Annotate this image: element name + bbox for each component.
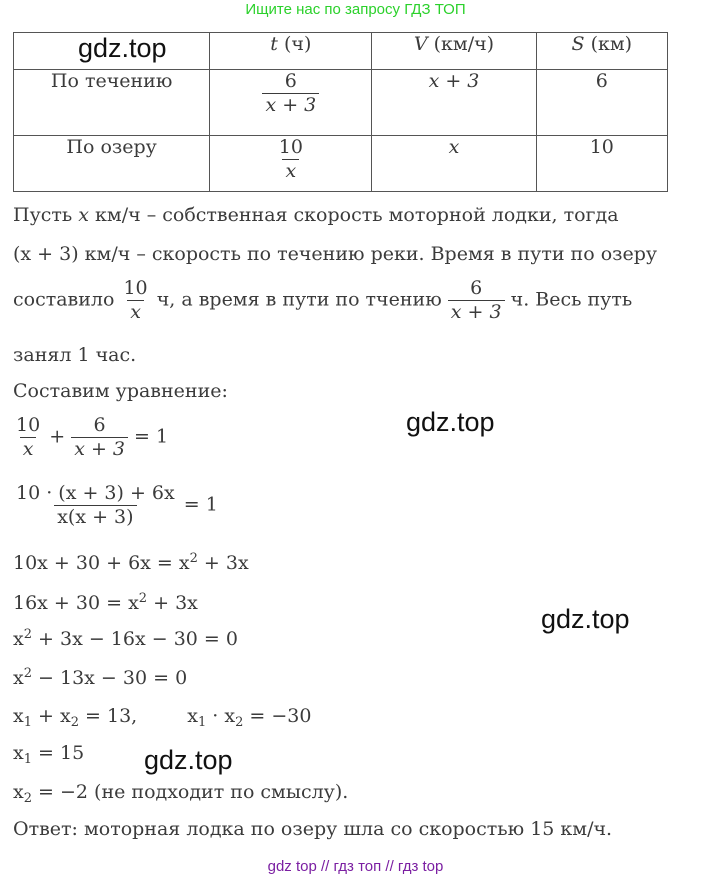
fraction-denominator: x bbox=[127, 300, 144, 324]
fraction-denominator: x bbox=[20, 437, 37, 461]
fraction bbox=[13, 414, 43, 461]
fraction-denominator: x + 3 bbox=[262, 93, 319, 117]
text-part: = 13, bbox=[79, 705, 138, 727]
operator: + bbox=[43, 425, 72, 448]
subscript: 2 bbox=[235, 715, 244, 730]
text-part: − 13x − 30 = 0 bbox=[32, 667, 188, 689]
text-part: x bbox=[13, 781, 24, 803]
fraction-denominator: x + 3 bbox=[448, 300, 505, 324]
header-time-var: t bbox=[270, 33, 278, 55]
text-part: + 3x − 16x − 30 = 0 bbox=[32, 628, 238, 650]
time-fraction bbox=[262, 70, 319, 117]
text-part: Пусть bbox=[13, 204, 79, 226]
fraction-numerator: 6 bbox=[470, 277, 483, 299]
root-1 bbox=[13, 742, 85, 767]
text-part: + x bbox=[32, 705, 71, 727]
fraction-numerator: 10 · (x + 3) + 6x bbox=[16, 482, 175, 504]
fraction bbox=[13, 482, 178, 529]
header-speed-unit: (км/ч) bbox=[427, 33, 495, 55]
row-speed: x bbox=[372, 136, 536, 192]
text-part: ч, а время в пути по тчению bbox=[150, 288, 448, 311]
equation-2 bbox=[13, 482, 218, 529]
text-part: x bbox=[13, 742, 24, 764]
text-part: ч. Весь путь bbox=[504, 288, 633, 311]
text-part: + 3x bbox=[147, 592, 198, 614]
row-speed: x + 3 bbox=[372, 70, 536, 136]
fraction-numerator: 10 bbox=[16, 414, 41, 436]
header-distance-var: S bbox=[571, 33, 585, 55]
time-fraction bbox=[276, 136, 306, 183]
equation-6 bbox=[13, 667, 187, 689]
text-part: 10x + 30 + 6x = x bbox=[13, 552, 190, 574]
fraction-numerator: 10 bbox=[123, 277, 148, 299]
text-part: составило bbox=[13, 288, 121, 311]
row-time bbox=[210, 136, 372, 192]
text-part: 16x + 30 = x bbox=[13, 592, 139, 614]
row-label: По озеру bbox=[14, 136, 210, 192]
variable: x bbox=[78, 204, 90, 226]
subscript: 1 bbox=[23, 752, 32, 767]
header-speed bbox=[372, 33, 536, 70]
top-banner[interactable]: Ищите нас по запросу ГДЗ ТОП bbox=[245, 1, 466, 18]
equation-1 bbox=[13, 414, 168, 461]
exponent: 2 bbox=[23, 666, 32, 681]
equation-rhs: = 1 bbox=[177, 493, 218, 516]
vieta-line bbox=[13, 705, 312, 730]
text-part: x bbox=[13, 628, 24, 650]
answer-line: Ответ: моторная лодка по озеру шла со скоростью 15 км/ч. bbox=[13, 818, 613, 840]
subscript: 2 bbox=[23, 791, 32, 806]
fraction-lake-time bbox=[120, 277, 150, 324]
solution-line: Составим уравнение: bbox=[13, 380, 228, 402]
header-speed-var: V bbox=[413, 33, 428, 55]
watermark: gdz.top bbox=[78, 33, 167, 63]
text-part: + 3x bbox=[197, 552, 249, 574]
solution-line: (x + 3) км/ч – скорость по течению реки. Время в пути по озеру bbox=[13, 243, 658, 265]
equation-5 bbox=[13, 628, 238, 650]
fraction-river-time bbox=[448, 277, 505, 324]
subscript: 1 bbox=[23, 715, 32, 730]
header-time-unit: (ч) bbox=[277, 33, 312, 55]
fraction-numerator: 6 bbox=[284, 70, 297, 92]
table-row bbox=[14, 136, 668, 192]
fraction-denominator: x bbox=[282, 159, 299, 183]
row-distance: 6 bbox=[536, 70, 667, 136]
exponent: 2 bbox=[138, 591, 148, 606]
root-2 bbox=[13, 781, 349, 806]
text-part: x bbox=[13, 705, 24, 727]
row-time bbox=[210, 70, 372, 136]
equation-3 bbox=[13, 552, 249, 574]
subscript: 1 bbox=[197, 715, 207, 730]
row-distance: 10 bbox=[536, 136, 667, 192]
solution-line bbox=[13, 204, 619, 226]
text-part: км/ч – собственная скорость моторной лодки, тогда bbox=[89, 204, 619, 226]
text-part: = −30 bbox=[243, 705, 312, 727]
watermark: gdz.top bbox=[406, 407, 495, 437]
header-distance bbox=[536, 33, 667, 70]
footer-links[interactable]: gdz top // гдз топ // гдз top bbox=[267, 858, 444, 875]
header-time bbox=[210, 33, 372, 70]
text-part: x bbox=[187, 705, 198, 727]
fraction-numerator: 10 bbox=[278, 136, 303, 158]
text-part: = −2 (не подходит по смыслу). bbox=[32, 781, 349, 803]
exponent: 2 bbox=[189, 551, 198, 566]
solution-line: занял 1 час. bbox=[13, 344, 137, 366]
text-part: x bbox=[13, 667, 24, 689]
solution-line bbox=[13, 277, 632, 324]
fraction bbox=[71, 414, 128, 461]
fraction-numerator: 6 bbox=[93, 414, 106, 436]
table-row bbox=[14, 70, 668, 136]
exponent: 2 bbox=[23, 627, 32, 642]
watermark: gdz.top bbox=[541, 604, 630, 634]
watermark: gdz.top bbox=[144, 745, 233, 775]
fraction-denominator: x(x + 3) bbox=[54, 505, 136, 529]
text-part: = 15 bbox=[32, 742, 85, 764]
subscript: 2 bbox=[70, 715, 79, 730]
header-distance-unit: (км) bbox=[584, 33, 633, 55]
equation-rhs: = 1 bbox=[128, 425, 169, 448]
row-label: По течению bbox=[14, 70, 210, 136]
fraction-denominator: x + 3 bbox=[71, 437, 128, 461]
text-part: · x bbox=[206, 705, 236, 727]
equation-4 bbox=[13, 592, 198, 614]
